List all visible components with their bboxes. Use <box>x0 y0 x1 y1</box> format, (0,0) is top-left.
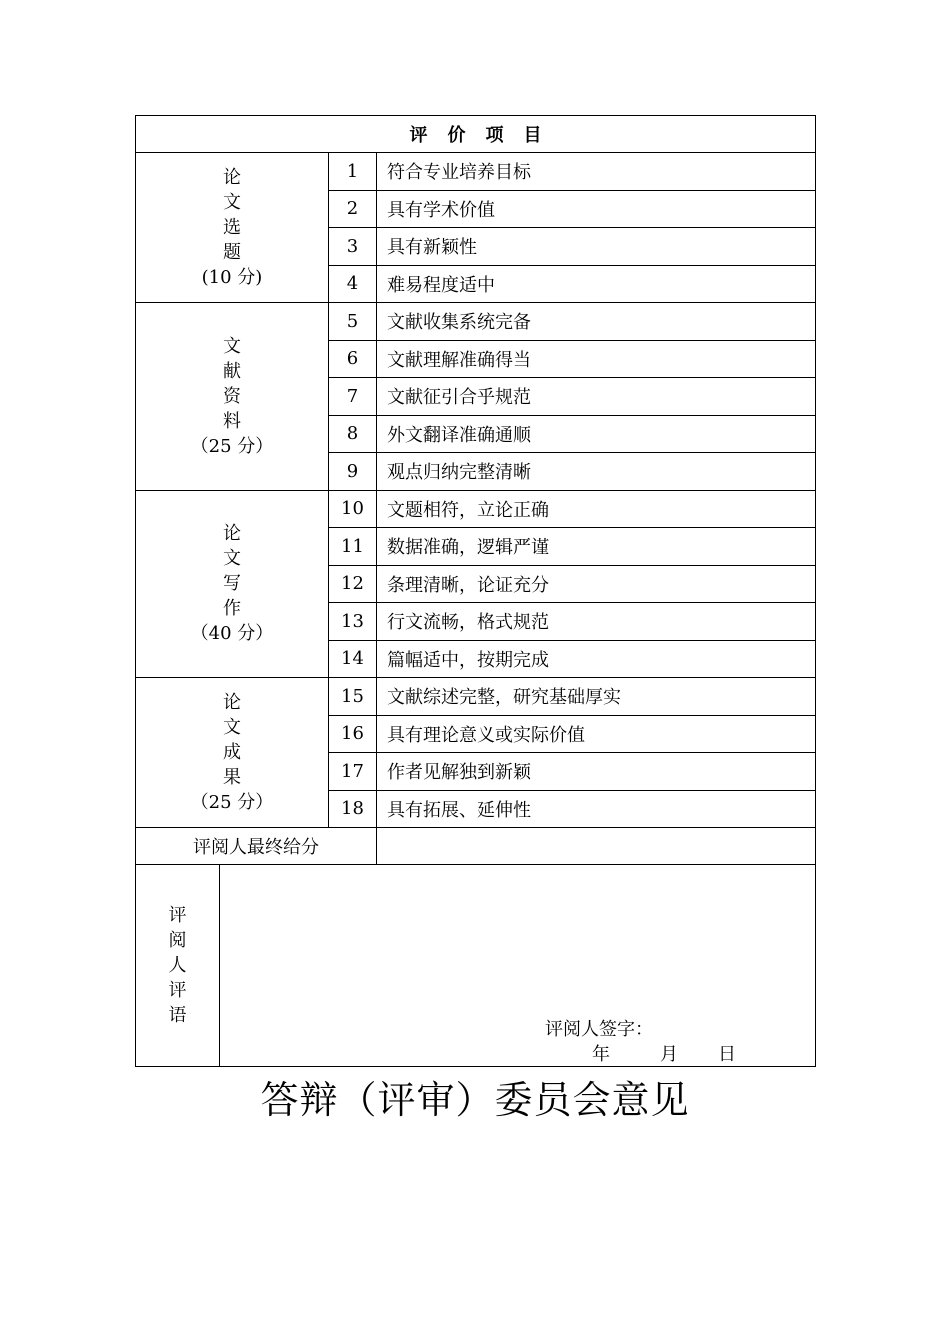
category-name-char: 论 <box>223 523 241 545</box>
criterion-text: 外文翻译准确通顺 <box>377 415 816 453</box>
category-name-char: 题 <box>223 242 241 263</box>
category-name-char: 论 <box>223 692 241 713</box>
criterion-text: 具有理论意义或实际价值 <box>377 715 816 753</box>
criterion-number: 5 <box>329 303 377 341</box>
final-score-label: 评阅人最终给分 <box>136 828 377 865</box>
comments-area[interactable] <box>220 865 816 1067</box>
criterion-text: 观点归纳完整清晰 <box>377 453 816 491</box>
comments-label-char: 评 <box>168 905 187 926</box>
date-month-label: 月 <box>660 1044 678 1065</box>
final-score-row <box>136 828 816 865</box>
criterion-number: 11 <box>329 528 377 566</box>
criterion-row <box>136 490 816 528</box>
criterion-text: 文献理解准确得当 <box>377 340 816 378</box>
criterion-number: 6 <box>329 340 377 378</box>
criterion-text: 数据准确，逻辑严谨 <box>377 528 816 566</box>
comments-label-char: 人 <box>168 955 187 976</box>
comments-label <box>136 865 220 1067</box>
signature-date <box>592 1040 736 1066</box>
criterion-number: 4 <box>329 265 377 303</box>
criterion-text: 行文流畅，格式规范 <box>377 603 816 641</box>
criterion-number: 15 <box>329 678 377 716</box>
criterion-row <box>136 153 816 191</box>
criterion-text: 篇幅适中，按期完成 <box>377 640 816 678</box>
category-name-char: 文 <box>223 335 241 357</box>
criterion-number: 9 <box>329 453 377 491</box>
criterion-number: 8 <box>329 415 377 453</box>
criterion-text: 文献综述完整，研究基础厚实 <box>377 678 816 716</box>
criterion-text: 具有新颖性 <box>377 228 816 266</box>
criterion-number: 1 <box>329 153 377 191</box>
criterion-text: 文献收集系统完备 <box>377 303 816 341</box>
criterion-text: 作者见解独到新颖 <box>377 753 816 791</box>
date-day-label: 日 <box>718 1044 736 1065</box>
criterion-text: 符合专业培养目标 <box>377 153 816 191</box>
category-score: （25 分） <box>190 435 274 457</box>
criterion-text: 条理清晰，论证充分 <box>377 565 816 603</box>
criterion-number: 3 <box>329 228 377 266</box>
criterion-text: 具有拓展、延伸性 <box>377 790 816 828</box>
signature-label: 评阅人签字： <box>545 1019 653 1040</box>
criterion-number: 17 <box>329 753 377 791</box>
criterion-number: 10 <box>329 490 377 528</box>
category-name-char: 文 <box>223 192 241 213</box>
category-name-char: 料 <box>223 410 241 432</box>
category-score: （40 分） <box>190 623 274 645</box>
criterion-row <box>136 678 816 716</box>
criterion-number: 13 <box>329 603 377 641</box>
comments-label-char: 阅 <box>168 930 187 951</box>
category-score: (10 分) <box>201 267 263 288</box>
category-name-char: 果 <box>223 767 241 788</box>
criterion-number: 16 <box>329 715 377 753</box>
date-year-label: 年 <box>592 1044 610 1065</box>
category-cell <box>136 678 329 828</box>
category-name-char: 文 <box>223 548 241 570</box>
category-score: （25 分） <box>190 792 274 813</box>
criterion-number: 2 <box>329 190 377 228</box>
page-title: 答辩（评审）委员会意见 <box>260 1078 690 1122</box>
comments-row <box>136 865 816 1067</box>
criterion-text: 文献征引合乎规范 <box>377 378 816 416</box>
criterion-number: 12 <box>329 565 377 603</box>
category-cell <box>136 153 329 303</box>
criterion-text: 具有学术价值 <box>377 190 816 228</box>
evaluation-header: 评价项目 <box>136 116 816 153</box>
comments-label-char: 评 <box>168 980 187 1001</box>
category-name-char: 成 <box>223 742 241 763</box>
category-name-char: 选 <box>223 217 241 238</box>
category-cell <box>136 303 329 491</box>
category-cell <box>136 490 329 678</box>
comments-label-char: 语 <box>168 1005 187 1026</box>
criterion-number: 14 <box>329 640 377 678</box>
category-name-char: 作 <box>223 598 241 620</box>
criterion-text: 文题相符，立论正确 <box>377 490 816 528</box>
category-name-char: 文 <box>223 717 241 738</box>
category-name-char: 资 <box>223 385 241 407</box>
criterion-row <box>136 303 816 341</box>
header-row <box>136 116 816 153</box>
criterion-number: 18 <box>329 790 377 828</box>
category-name-char: 献 <box>223 360 241 382</box>
category-name-char: 写 <box>223 573 241 595</box>
criterion-number: 7 <box>329 378 377 416</box>
evaluation-table <box>135 115 816 1067</box>
final-score-field[interactable] <box>377 828 816 865</box>
criterion-text: 难易程度适中 <box>377 265 816 303</box>
category-name-char: 论 <box>223 167 241 188</box>
